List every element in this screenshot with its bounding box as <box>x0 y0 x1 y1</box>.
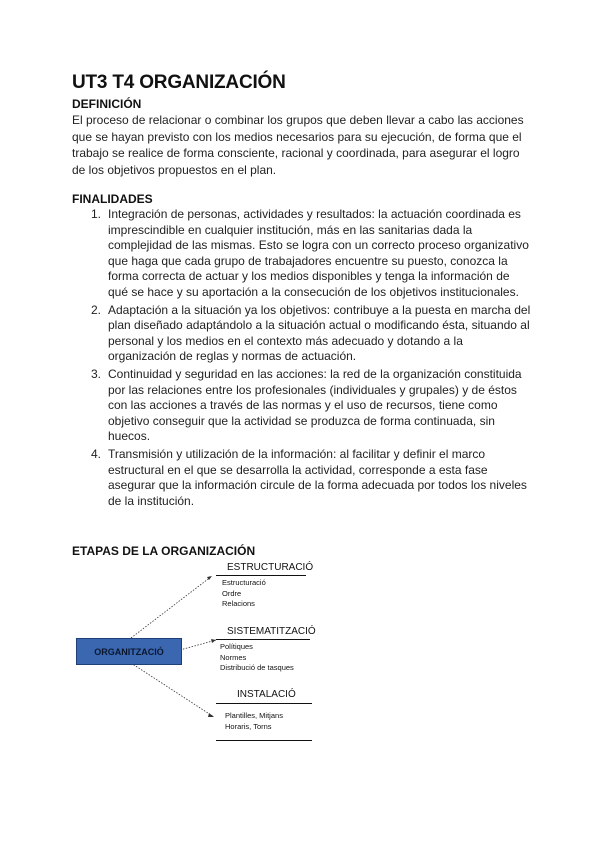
stage-rule <box>216 703 312 704</box>
page-title: UT3 T4 ORGANIZACIÓN <box>72 72 286 93</box>
stage-item: Estructuració <box>222 578 266 587</box>
stage-items-estructuracio <box>222 578 266 610</box>
stage-rule <box>216 639 310 640</box>
arrowhead-estructuracio <box>207 576 212 580</box>
list-text: Transmisión y utilización de la información: al facilitar y definir el marco estructural en el que se desarrolla la actividad, corresponde a esta fase asegurar que la información circule de la forma adecuada por todos los niveles de la institución. <box>108 446 527 508</box>
list-item <box>72 303 532 365</box>
stage-item: Horaris, Torns <box>225 721 272 731</box>
connector-instalacio <box>131 663 214 717</box>
stage-title-instalacio: INSTALACIÓ <box>237 689 296 700</box>
stage-rule-bottom <box>216 740 312 741</box>
stage-rule <box>216 575 306 576</box>
list-item <box>72 447 532 509</box>
list-item <box>72 367 532 445</box>
arrowhead-instalacio <box>208 713 214 717</box>
list-text: Adaptación a la situación ya los objetivos: contribuye a la puesta en marcha del plan diseñado adaptándolo a la situación actual o modificando ésta, situando al personal y los medios en el contexto más adecuado y dotando a la organización de reglas y normas de actuación. <box>108 302 531 364</box>
list-text: Integración de personas, actividades y resultados: la actuación coordinada es imprescindible en cualquier institución, más en las sanitarias dada la complejidad de las mismas. Esto se logra con un correcto proceso organizativo que haga que cada grupo de trabajadores encuentre su puesto, conozca la forma correcta de actuar y los medios disponibles y tenga la información de qué se hace y su aportación a la consecución de los objetivos institucionales. <box>108 207 529 299</box>
stage-item: Ordre <box>222 588 242 598</box>
definicion-text: El proceso de relacionar o combinar los grupos que deben llevar a cabo las acciones que se hayan previsto con los medios necesarios para su ejecución, de forma que el trabajo se realice de forma consciente, racional y coordinada, para asegurar el logro de los objetivos propuestos en el plan. <box>72 113 524 177</box>
stage-item: Polítiques <box>220 642 253 651</box>
stage-items-sistematitzacio <box>220 642 294 674</box>
finalidades-heading: FINALIDADES <box>72 192 153 206</box>
organitzacio-box: ORGANITZACIÓ <box>76 638 182 665</box>
list-number: 1. <box>91 207 102 221</box>
stage-item: Distribució de tasques <box>220 663 294 672</box>
list-number: 3. <box>91 366 102 381</box>
stage-item: Relacions <box>222 599 255 608</box>
list-text: Continuidad y seguridad en las acciones: la red de la organización constituida por las relaciones entre los profesionales (individuales y grupales) y de éstos con las acciones a través de las normas y el uso de recursos, tiene como objetivo conseguir que la actividad se produzca de forma continuada, sin huecos. <box>108 366 522 444</box>
stage-title-estructuracio: ESTRUCTURACIÓ <box>227 562 314 573</box>
list-number: 2. <box>91 302 102 317</box>
list-item <box>72 207 532 301</box>
connector-sistematitzacio <box>180 640 216 650</box>
stage-title-sistematitzacio: SISTEMATITZACIÓ <box>227 626 316 637</box>
connector-estructuracio <box>131 576 212 638</box>
definicion-heading: DEFINICIÓN <box>72 97 142 111</box>
stage-items-instalacio <box>225 711 283 732</box>
stage-item: Plantilles, Mitjans <box>225 711 283 720</box>
list-number: 4. <box>91 446 102 461</box>
finalidades-list <box>72 207 532 511</box>
stage-item: Normes <box>220 652 247 662</box>
etapas-heading: ETAPAS DE LA ORGANIZACIÓN <box>72 544 256 558</box>
